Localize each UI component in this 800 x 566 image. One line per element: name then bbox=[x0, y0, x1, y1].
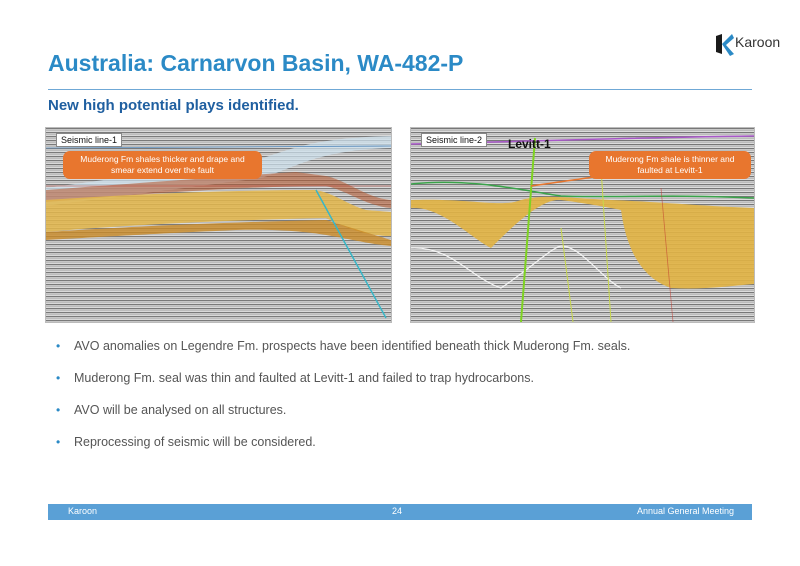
bullet-item bbox=[56, 338, 756, 370]
title-divider bbox=[48, 89, 752, 90]
footer-event: Annual General Meeting bbox=[636, 506, 734, 516]
footer-company: Karoon bbox=[68, 506, 98, 516]
footer-bar bbox=[48, 504, 752, 520]
footer-page-number: 24 bbox=[392, 506, 403, 516]
well-label-levitt-1: Levitt-1 bbox=[508, 137, 551, 151]
bullet-dot-icon: • bbox=[56, 371, 61, 385]
seismic-line-2-image bbox=[410, 127, 755, 323]
slide-subtitle: New high potential plays identified. bbox=[48, 97, 299, 114]
bullet-dot-icon: • bbox=[56, 339, 61, 353]
logo-text: Karoon bbox=[735, 34, 781, 50]
bullet-item bbox=[56, 402, 756, 434]
seismic-line-1-label: Seismic line-1 bbox=[56, 133, 122, 147]
bullet-dot-icon: • bbox=[56, 403, 61, 417]
seismic-line-2-label: Seismic line-2 bbox=[421, 133, 487, 147]
bullet-text: Muderong Fm. seal was thin and faulted at Levitt-1 and failed to trap hydrocarbons. bbox=[74, 371, 534, 385]
line-1-callout: Muderong Fm shales thicker and drape and smear extend over the fault bbox=[63, 151, 262, 179]
bullet-list bbox=[56, 338, 756, 466]
bullet-text: AVO anomalies on Legendre Fm. prospects have been identified beneath thick Muderong Fm. seals. bbox=[74, 339, 631, 353]
bullet-text: AVO will be analysed on all structures. bbox=[74, 403, 287, 417]
bullet-text: Reprocessing of seismic will be considered. bbox=[74, 435, 316, 449]
seismic-line-1-image bbox=[45, 127, 392, 323]
bullet-item bbox=[56, 370, 756, 402]
bullet-item bbox=[56, 434, 756, 466]
bullet-dot-icon: • bbox=[56, 435, 61, 449]
line-2-callout: Muderong Fm shale is thinner and faulted at Levitt-1 bbox=[589, 151, 751, 179]
slide-title: Australia: Carnarvon Basin, WA-482-P bbox=[48, 50, 464, 76]
